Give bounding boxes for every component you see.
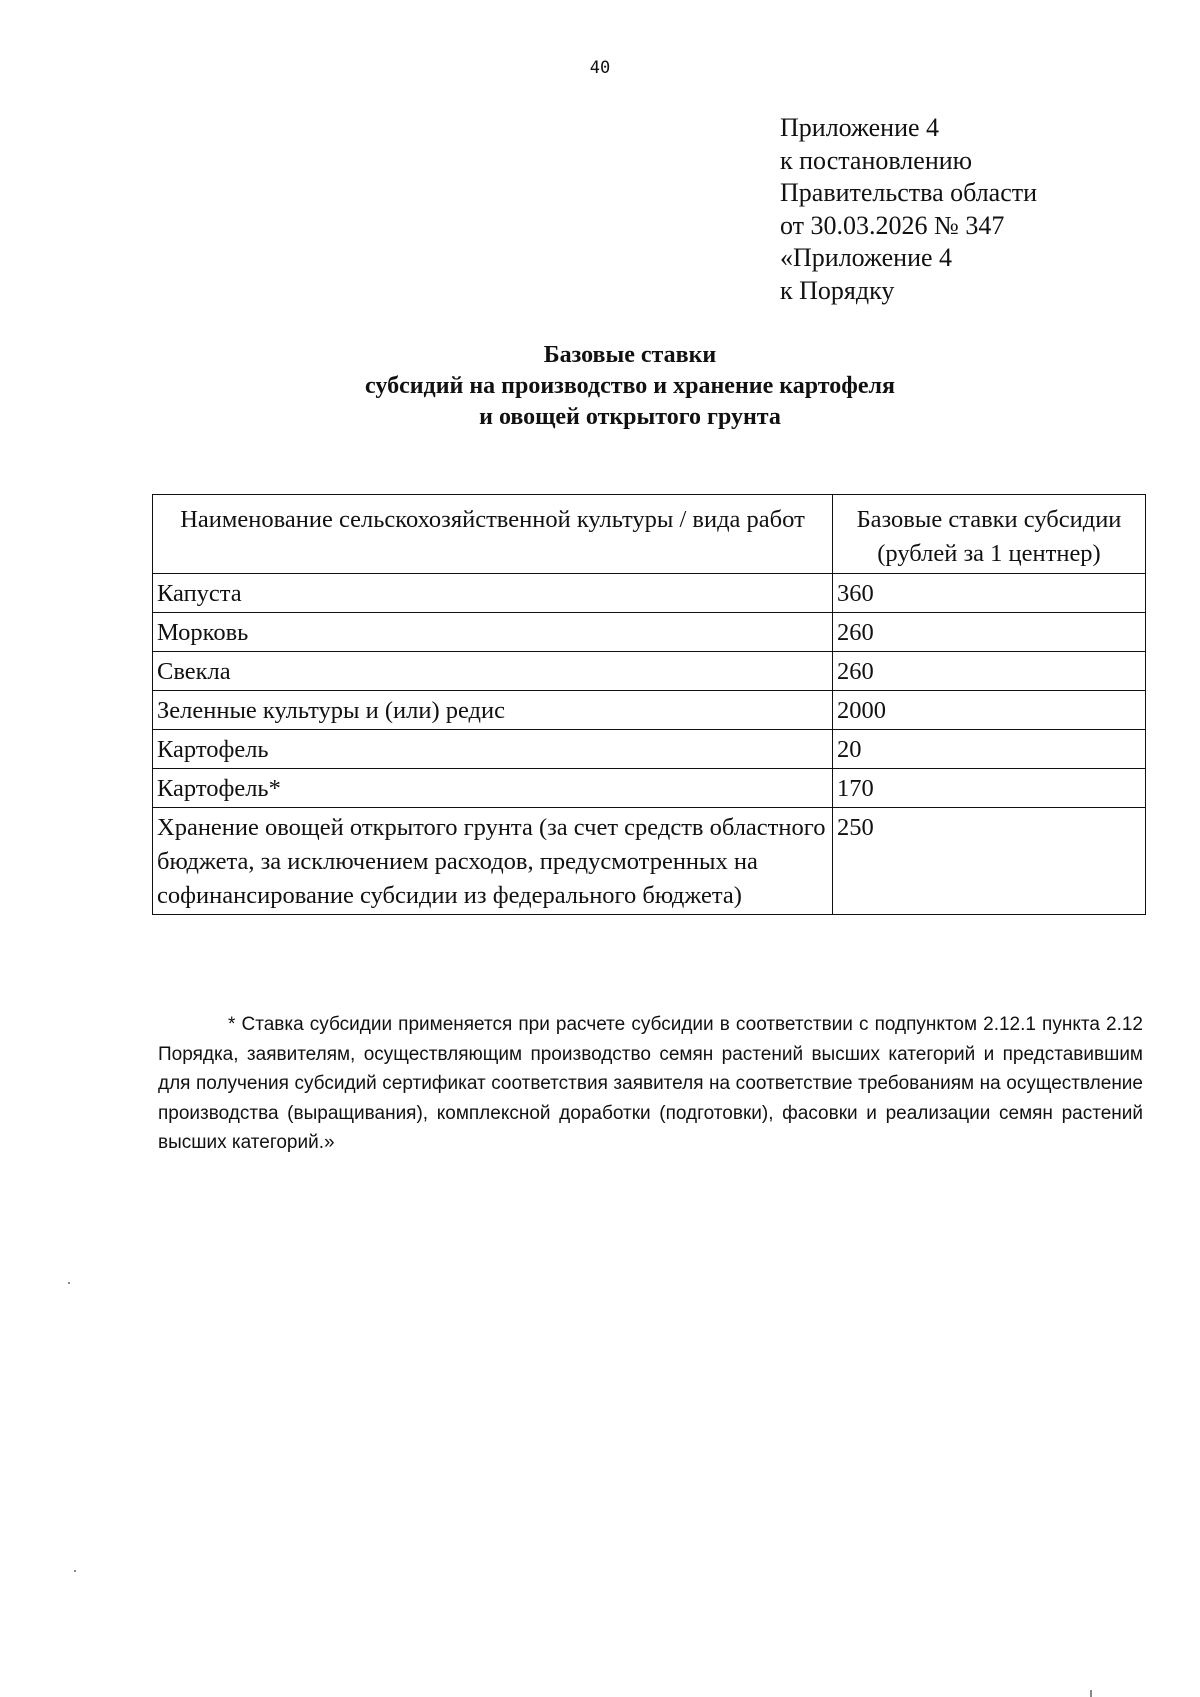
scan-speck bbox=[68, 1282, 70, 1284]
appendix-line: Правительства области bbox=[780, 178, 1038, 207]
appendix-reference bbox=[780, 112, 1037, 307]
table-row bbox=[153, 730, 1146, 769]
rate-value-cell: 2000 bbox=[833, 691, 1146, 730]
table-row bbox=[153, 613, 1146, 652]
title-line: Базовые ставки bbox=[543, 342, 717, 368]
appendix-line: к постановлению bbox=[780, 145, 973, 175]
crop-name-cell: Зеленные культуры и (или) редис bbox=[153, 691, 833, 730]
table-row bbox=[153, 691, 1146, 730]
rate-value-cell: 170 bbox=[833, 769, 1146, 808]
crop-name-cell: Картофель* bbox=[153, 769, 833, 808]
column-header-rate: Базовые ставки субсидии (рублей за 1 центнер) bbox=[833, 495, 1146, 574]
table-row bbox=[153, 574, 1146, 613]
crop-name-cell: Морковь bbox=[153, 613, 833, 652]
table-row bbox=[153, 808, 1146, 915]
title-line: и овощей открытого грунта bbox=[479, 404, 781, 430]
rate-value-cell: 250 bbox=[833, 808, 1146, 915]
table-header-row bbox=[153, 495, 1146, 574]
appendix-line: от 30.03.2026 № 347 bbox=[780, 210, 1005, 240]
page-number: 40 bbox=[589, 58, 611, 78]
rate-value-cell: 20 bbox=[833, 730, 1146, 769]
appendix-line: «Приложение 4 bbox=[780, 243, 953, 272]
scan-speck bbox=[1090, 1690, 1092, 1697]
rate-value-cell: 260 bbox=[833, 652, 1146, 691]
appendix-line: Приложение 4 bbox=[780, 113, 940, 142]
rate-value-cell: 260 bbox=[833, 613, 1146, 652]
table-row bbox=[153, 769, 1146, 808]
footnote: * Ставка субсидии применяется при расчете субсидии в соответствии с подпунктом 2.12.1 пункта 2.12 Порядка, заявителям, осуществляющим производство семян растений высших категорий и представившим для получения субсидий сертификат соответствия заявителя на соответствие требованиям на осуществление производства (выращивания), комплексной доработки (подготовки), фасовки и реализации семян растений высших категорий.» bbox=[158, 1014, 1143, 1153]
column-header-crop: Наименование сельскохозяйственной культуры / вида работ bbox=[153, 495, 833, 574]
crop-name-cell: Хранение овощей открытого грунта (за счет средств областного бюджета, за исключением расходов, предусмотренных на софинансирование субсидии из федерального бюджета) bbox=[153, 808, 833, 915]
rate-value-cell: 360 bbox=[833, 574, 1146, 613]
crop-name-cell: Картофель bbox=[153, 730, 833, 769]
crop-name-cell: Свекла bbox=[153, 652, 833, 691]
table-row bbox=[153, 652, 1146, 691]
scan-speck bbox=[74, 1570, 76, 1572]
subsidy-rates-table bbox=[152, 494, 1146, 915]
title-line: субсидий на производство и хранение картофеля bbox=[365, 373, 895, 399]
document-title bbox=[280, 340, 980, 433]
crop-name-cell: Капуста bbox=[153, 574, 833, 613]
appendix-line: к Порядку bbox=[780, 275, 895, 305]
